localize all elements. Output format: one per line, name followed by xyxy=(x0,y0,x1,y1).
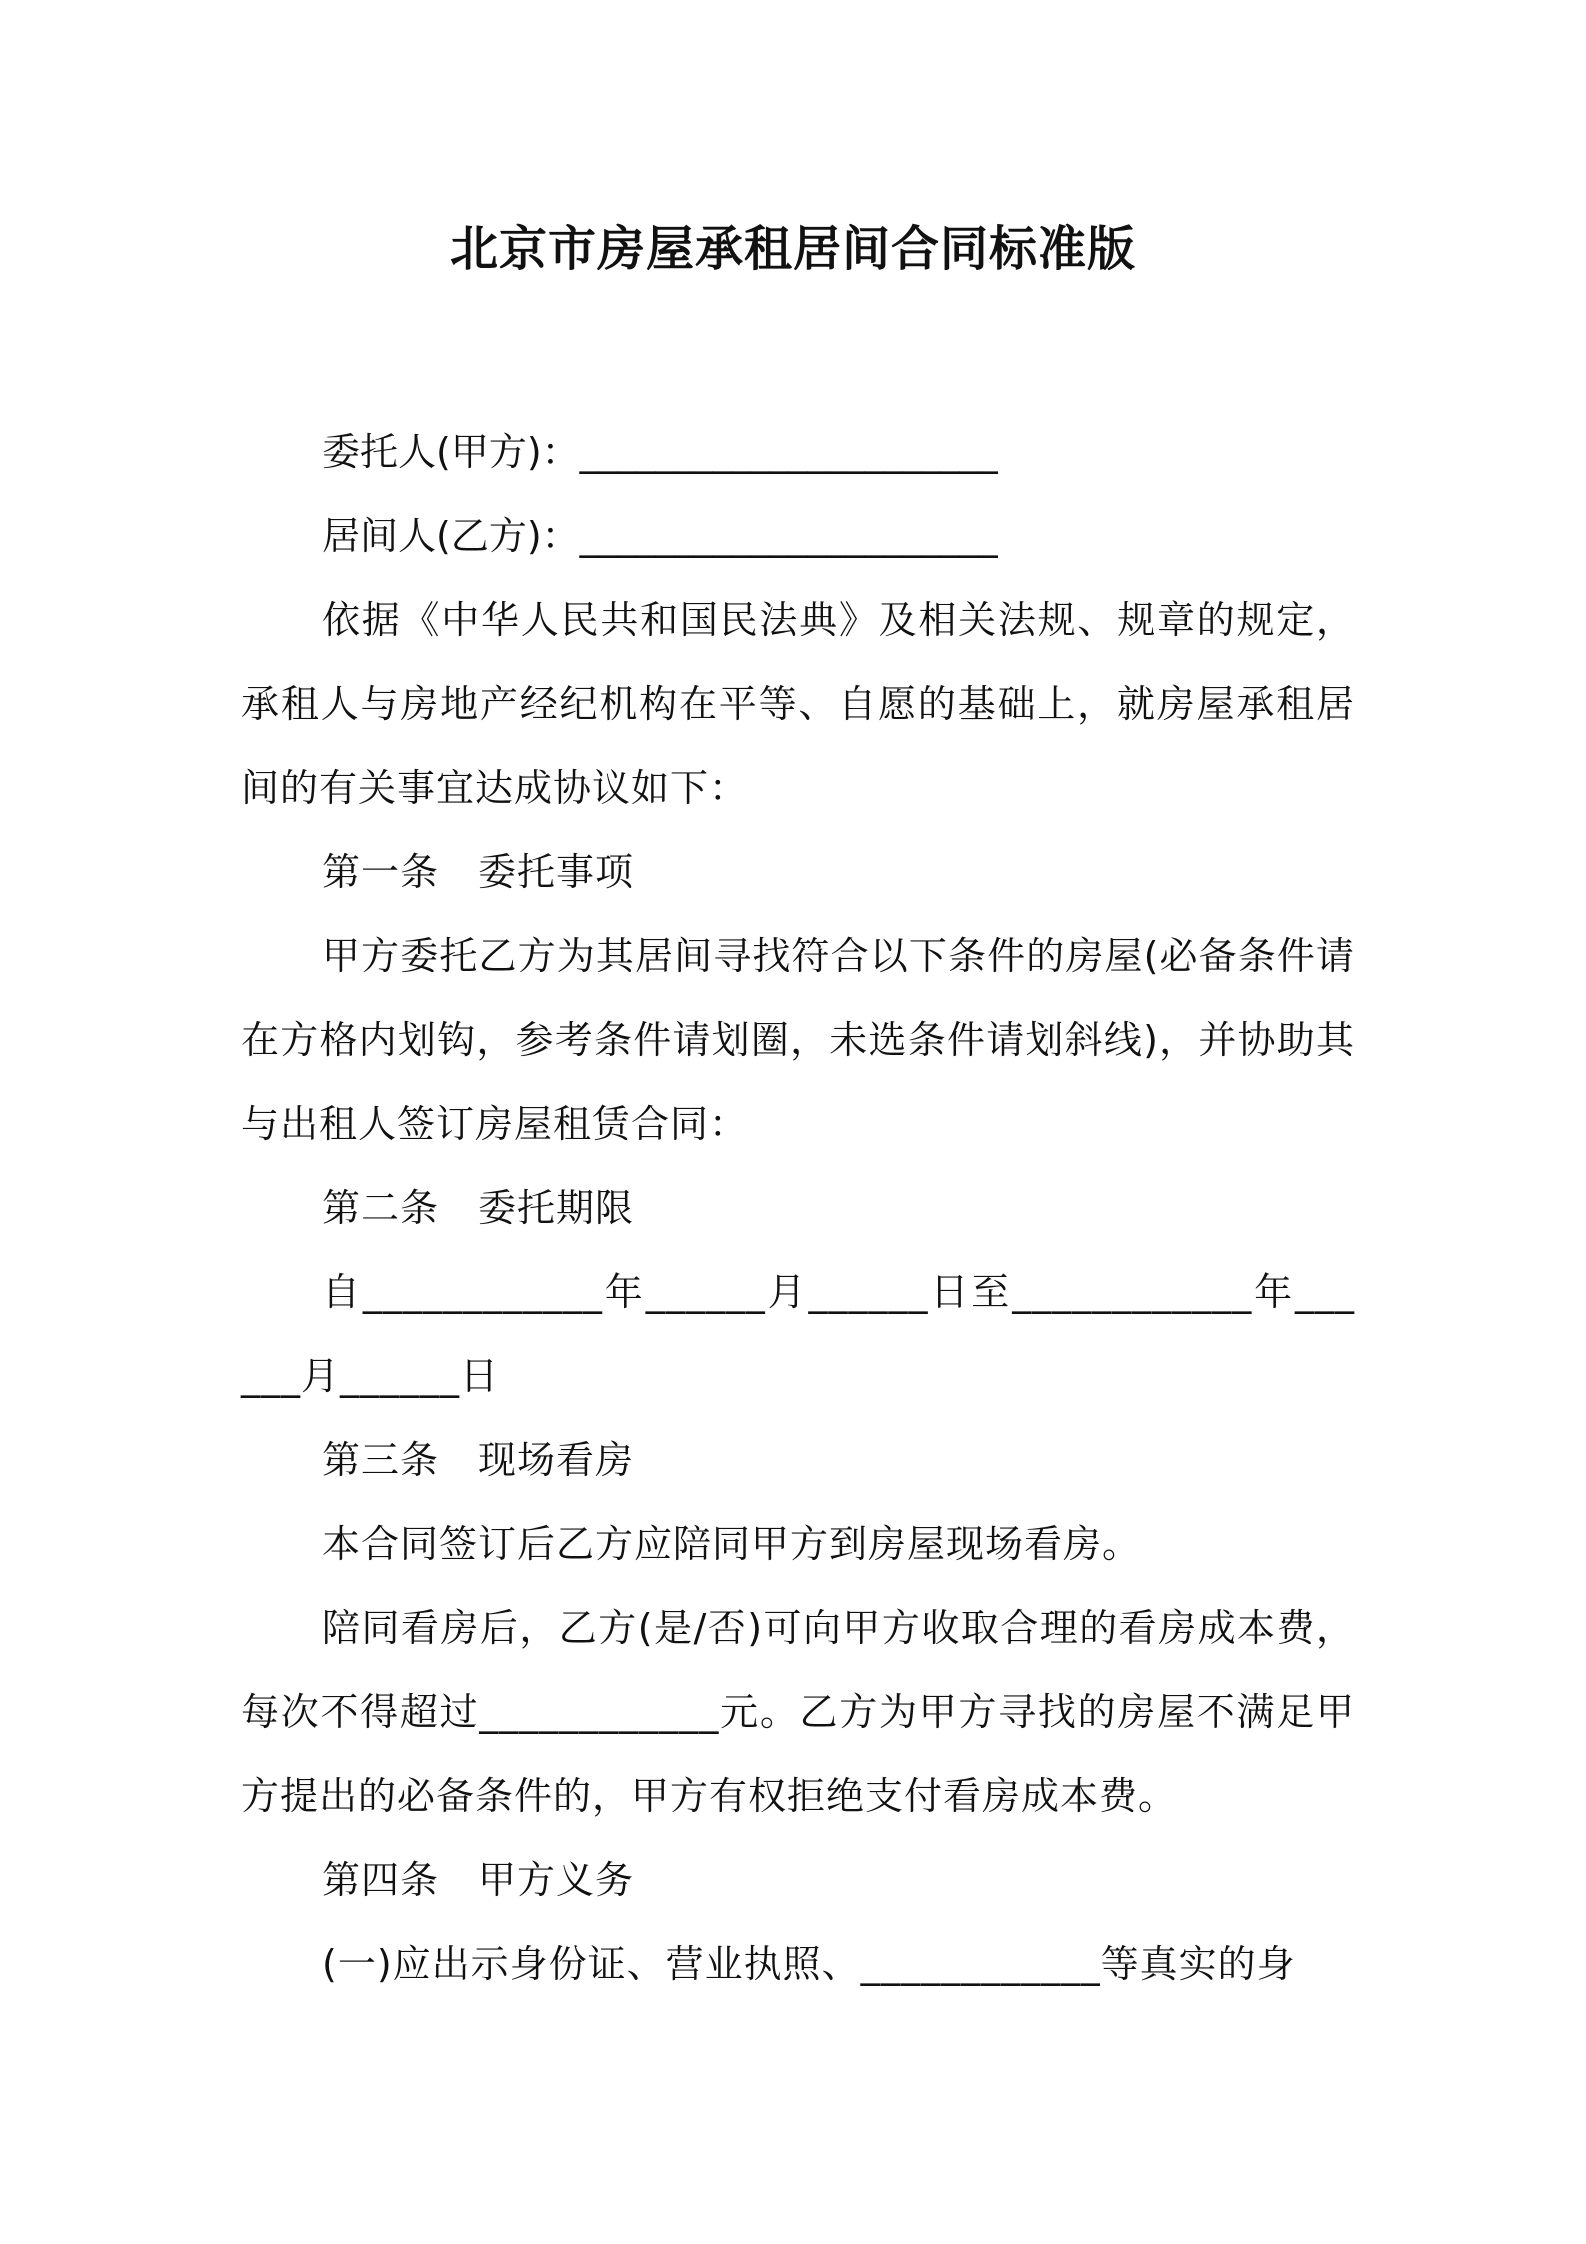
preamble-paragraph: 依据《中华人民共和国民法典》及相关法规、规章的规定，承租人与房地产经纪机构在平等、自愿的基础上，就房屋承租居间的有关事宜达成协议如下： xyxy=(241,598,1355,810)
article-4-item-1: (一)应出示身份证、营业执照、____________等真实的身 xyxy=(322,1942,1296,1986)
article-3-content-2: 陪同看房后，乙方(是/否)可向甲方收取合理的看房成本费，每次不得超过____________元。乙方为甲方寻找的房屋不满足甲方提出的必备条件的，甲方有权拒绝支付看房成本费。 xyxy=(241,1606,1355,1818)
article-4-heading: 第四条 甲方义务 xyxy=(322,1858,635,1902)
principal-party-line: 委托人(甲方)：______________________ xyxy=(322,430,998,474)
article-1-heading: 第一条 委托事项 xyxy=(322,850,635,894)
intermediary-party-line: 居间人(乙方)：______________________ xyxy=(322,514,998,558)
article-3-heading: 第三条 现场看房 xyxy=(322,1438,635,1482)
document-title: 北京市房屋承租居间合同标准版 xyxy=(449,221,1136,277)
article-2-heading: 第二条 委托期限 xyxy=(322,1186,635,1230)
article-1-content: 甲方委托乙方为其居间寻找符合以下条件的房屋(必备条件请在方格内划钩，参考条件请划圈，未选条件请划斜线)，并协助其与出租人签订房屋租赁合同： xyxy=(241,934,1355,1146)
document-body xyxy=(241,410,1355,2006)
article-2-content: 自____________年______月______日至____________年______月______日 xyxy=(241,1270,1355,1398)
article-3-content-1: 本合同签订后乙方应陪同甲方到房屋现场看房。 xyxy=(322,1522,1142,1566)
